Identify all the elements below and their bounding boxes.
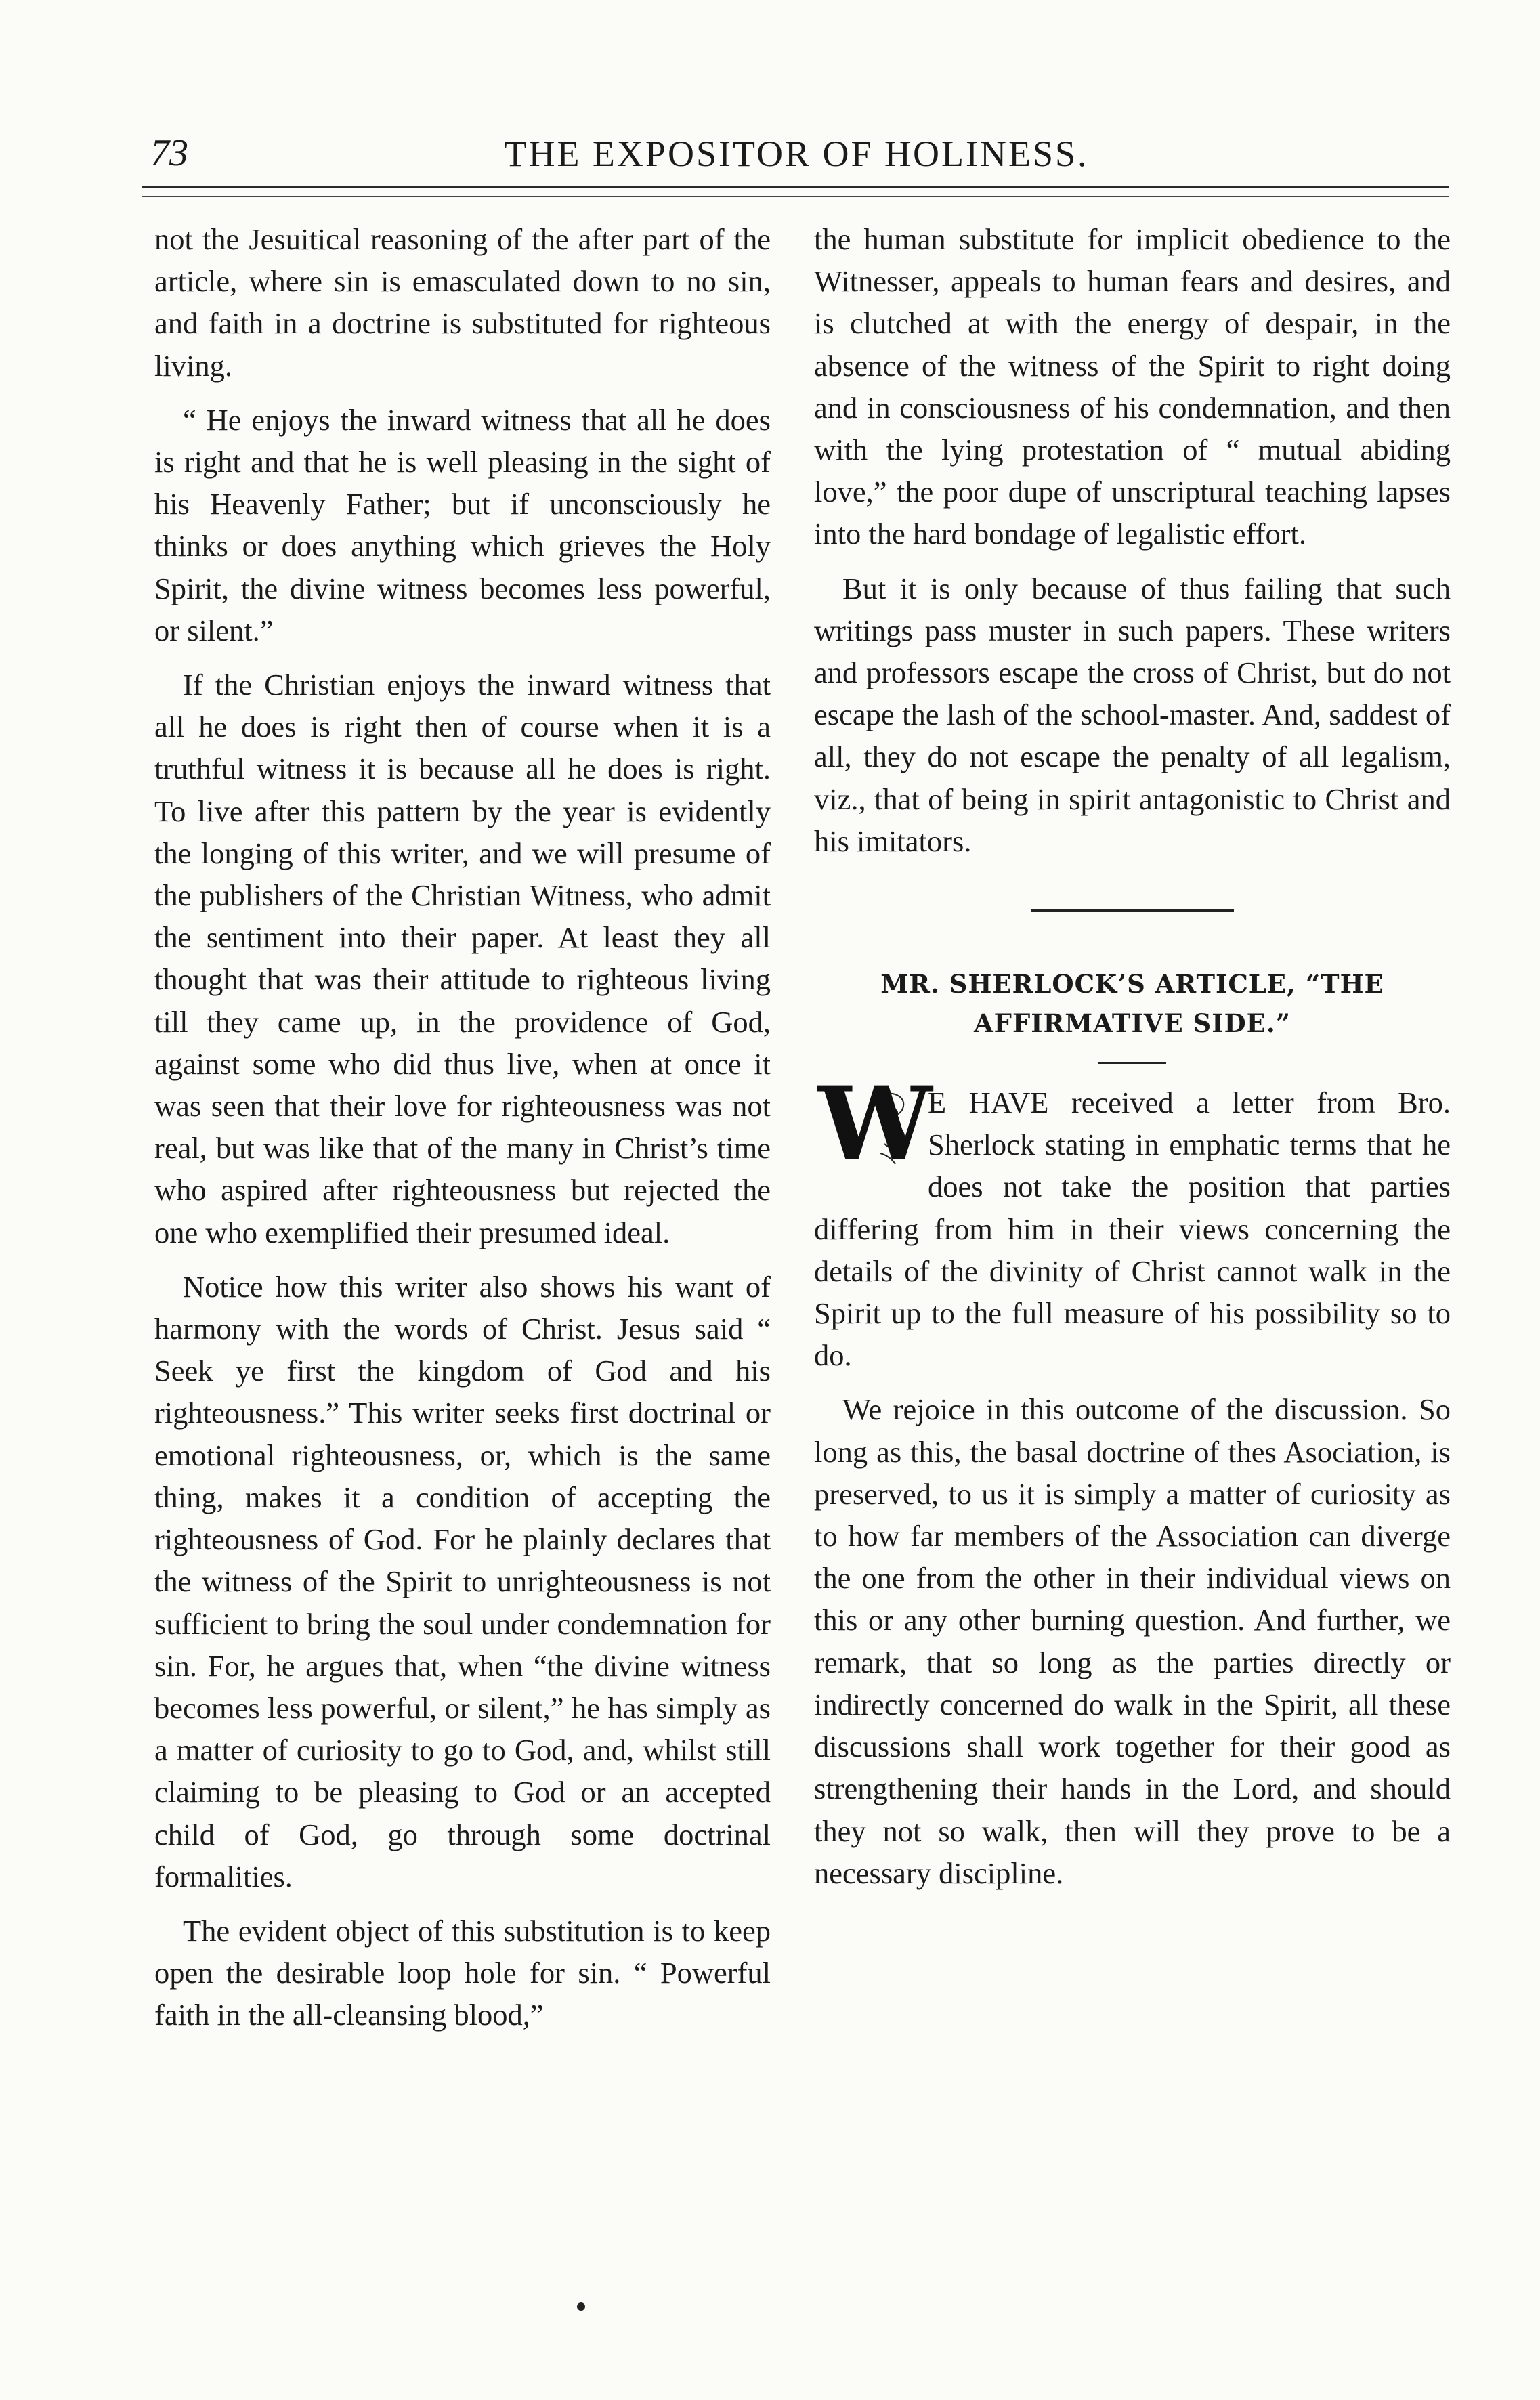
dropcap-letter: W (818, 1065, 933, 1184)
title-divider (1098, 1062, 1166, 1064)
paragraph: We rejoice in this outcome of the discussion. So long as this, the basal doctrine of thes Asociation, is preserved, to us it is simply a matter of curiosity as to how far members of the Association can diverge the one from the other in their individual views on this or any other burning question. And further, we remark, that so long as the parties directly or indirectly concerned do walk in the Spirit, all these discussions shall work together for their good as strengthening their hands in the Lord, and should they not so walk, then will they prove to be a necessary discipline. (814, 1392, 1451, 1890)
journal-title: THE EXPOSITOR OF HOLINESS. (504, 133, 1089, 174)
paragraph: If the Christian enjoys the inward witness that all he does is right then of course when it is a truthful witness it is because all he does is right. To live after this pattern by the year is evidently the longing of this writer, and we will presume of the publishers of the Christian Witness, who admit the sentiment into their paper. At least they all thought that was their attitude to righteous living till they came up, in the providence of God, against some who did thus live, when at once it was seen that their love for righteousness was not real, but was like that of the many in Christ’s time who aspired after righteousness but rejected the one who exemplified their presumed ideal. (154, 668, 771, 1249)
paragraph: the human substitute for implicit obedience to the Witnesser, appeals to human fears and desires, and is clutched at with the energy of despair, in the absence of the witness of the Spirit to right doing and in consciousness of his condemnation, and then with the lying protestation of “ mutual abiding love,” the poor dupe of unscriptural teaching lapses into the hard bondage of legalistic effort. (814, 222, 1451, 551)
decorative-initial (814, 1065, 933, 1184)
right-column (814, 218, 1451, 1906)
paragraph: “ He enjoys the inward witness that all he does is right and that he is well pleasing in the sight of his Heavenly Father; but if unconsciously he thinks or does anything which grieves the Holy Spirit, the divine witness becomes less powerful, or silent.” (154, 402, 771, 647)
section-divider (1031, 909, 1234, 912)
page-number: 73 (150, 132, 188, 174)
paragraph: But it is only because of thus failing that such writings pass muster in such papers. These writers and professors escape the cross of Christ, but do not escape the lash of the school-master. And, saddest of all, they do not escape the penalty of all legalism, viz., that of being in spirit antagonistic to Christ and his imitators. (814, 571, 1451, 858)
paragraph: Notice how this writer also shows his want of harmony with the words of Christ. Jesus said “ Seek ye first the kingdom of God and his righteousness.” This writer seeks first doctrinal or emotional righteousness, or, which is the same thing, makes it a condition of accepting the righteousness of God. For he plainly declares that the witness of the Spirit to unrighteousness is not sufficient to bring the soul under condemnation for sin. For, he argues that, when “the divine witness becomes less powerful, or silent,” he has simply as a matter of curiosity to go to God, and, whilst still claiming to be pleasing to God or an accepted child of God, go through some doctrinal formalities. (154, 1269, 771, 1893)
article-paragraph-text: E HAVE received a letter from Bro. Sherlock stating in emphatic terms that he does not take the position that parties differing from him in their views concerning the details of the divinity of Christ cannot walk in the Spirit up to the full measure of his possibility so to do. (814, 1086, 1451, 1373)
page-dot (577, 2302, 585, 2311)
paragraph: The evident object of this substitution is to keep open the desirable loop hole for sin. “ Powerful faith in the all-cleansing blood,” (154, 1913, 771, 2032)
header-rule (142, 186, 1449, 188)
left-column (154, 218, 771, 2049)
paragraph: not the Jesuitical reasoning of the after part of the article, where sin is emasculated down to no sin, and faith in a doctrine is substituted for righteous living. (154, 222, 771, 383)
running-header (141, 126, 1452, 180)
article-first-paragraph (814, 1065, 1451, 1376)
article-title: MR. SHERLOCK’S ARTICLE, “THE AFFIRMATIVE SIDE.” (880, 969, 1384, 1039)
header-rule-secondary (142, 196, 1449, 197)
